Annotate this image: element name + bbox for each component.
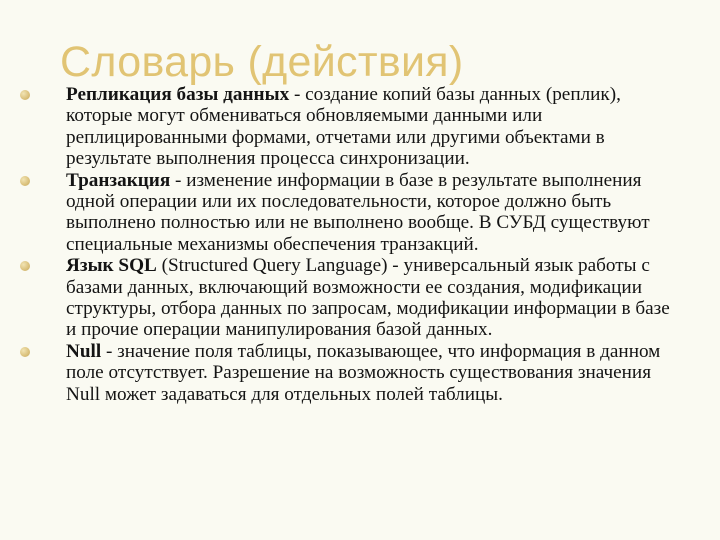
list-item-replication (20, 84, 680, 170)
definition-list (20, 84, 680, 405)
term-null: Null (66, 340, 102, 362)
term-replication: Репликация базы данных (66, 84, 290, 105)
list-item-sql (20, 255, 680, 341)
term-sql: Язык SQL (66, 255, 157, 277)
definition-null: - значение поля таблицы, показывающее, что информация в данном поле отсутствует. Разрешение на возможность существования значения Null может задаваться для отдельных полей таблицы. (66, 340, 661, 405)
bullet-dot-icon (20, 176, 30, 186)
term-transaction: Транзакция (66, 169, 171, 191)
definition-transaction: - изменение информации в базе в результате выполнения одной операции или их последовательности, которое должно быть выполнено полностью или не выполнено вообще. В СУБД существуют специальные механизмы обеспечения транзакций. (66, 169, 650, 255)
bullet-dot-icon (20, 90, 30, 100)
list-item-null (20, 341, 680, 405)
definition-sql: (Structured Query Language) - универсальный язык работы с базами данных, включающий возможности ее создания, модификации структуры, отбора данных по запросам, модификации информации в базе и прочие операции манипулирования базой данных. (66, 255, 670, 341)
definition-replication: - создание копий базы данных (реплик), которые могут обмениваться обновляемыми данными или реплицированными формами, отчетами или другими объектами в результате выполнения процесса синхронизации. (66, 84, 621, 170)
slide-title: Словарь (действия) (60, 38, 464, 86)
bullet-dot-icon (20, 261, 30, 271)
list-item-transaction (20, 170, 680, 256)
bullet-dot-icon (20, 347, 30, 357)
